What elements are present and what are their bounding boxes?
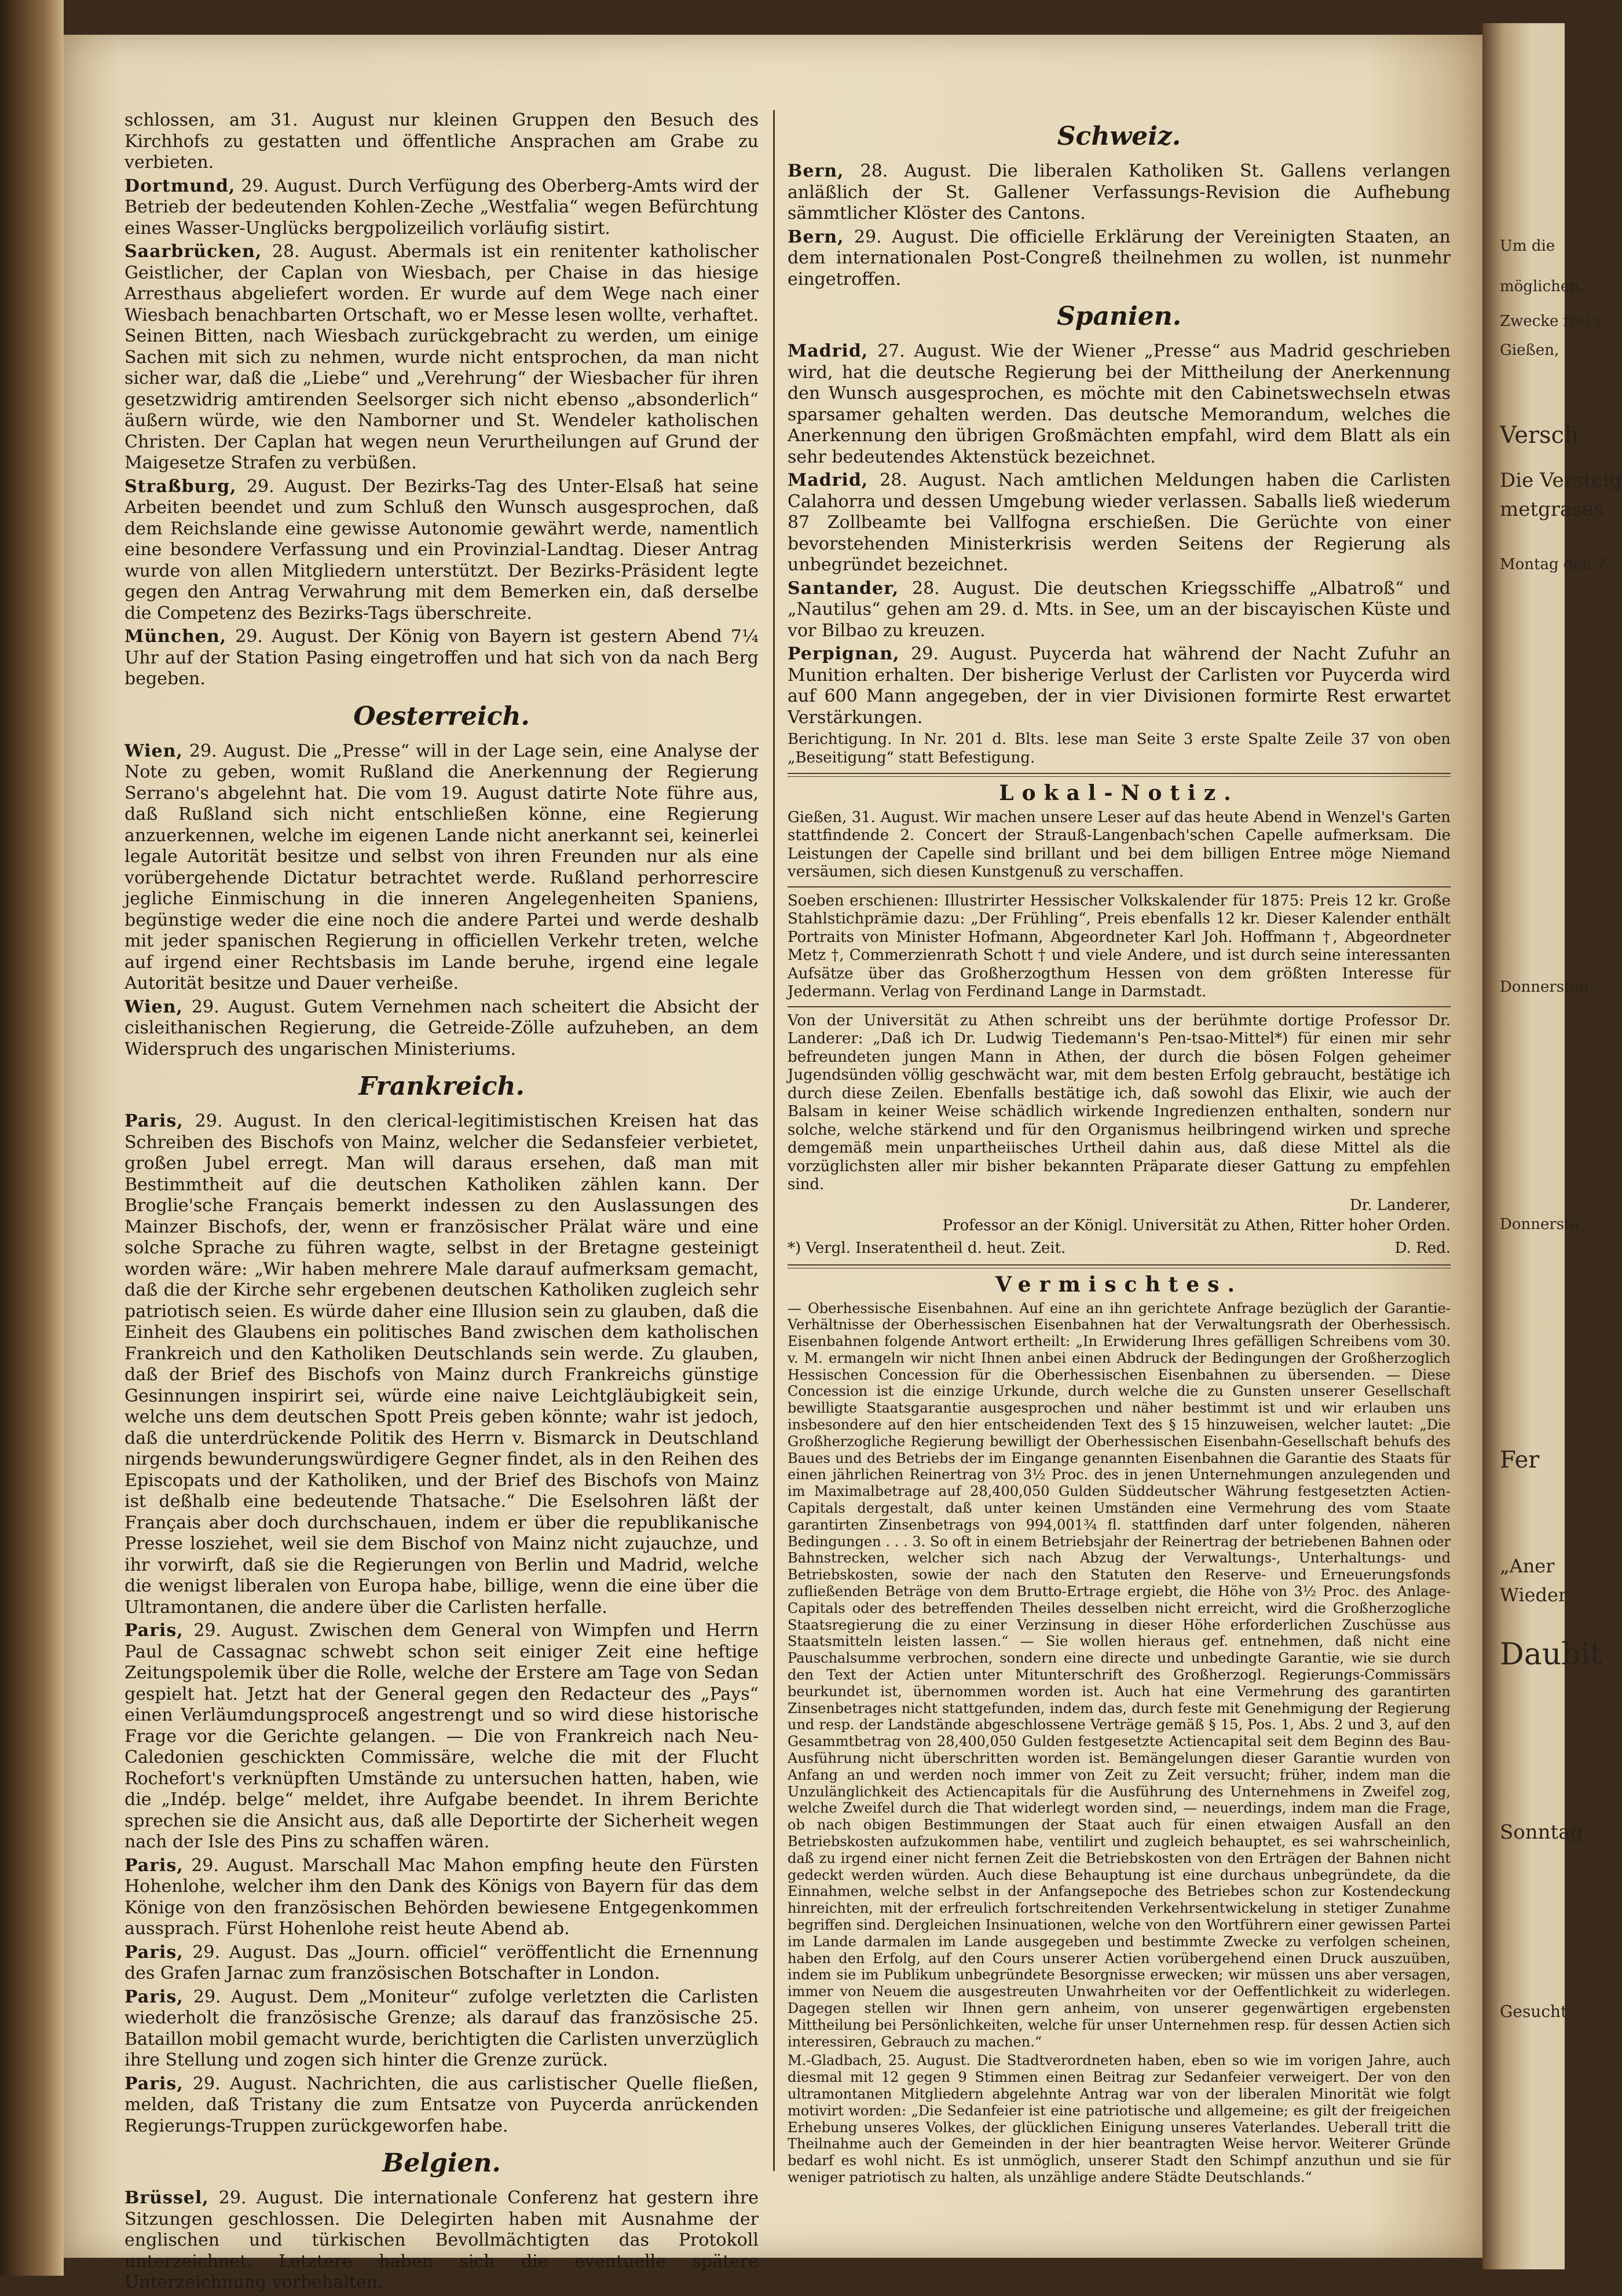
dateline: Paris, (125, 2073, 184, 2094)
dateline: Saarbrücken, (125, 241, 262, 262)
news-text: 29. August. Dem „Moniteur“ zufolge verletzten die Carlisten wiederholt die französische Grenze; als darauf das französische 25. Bataillon mobil gemacht wurde, berichtigten die Carlisten unverzüglich ihre Stellung und zogen sich hinter die Grenze zurück. (125, 1986, 759, 2070)
footnote-editor: D. Red. (1394, 1239, 1451, 1257)
dateline: Wien, (125, 740, 183, 761)
local-notice: Gießen, 31. August. Wir machen unsere Leser auf das heute Abend in Wenzel's Garten stattfindende 2. Concert der Strauß-Langenbach'schen Capelle aufmerksam. Die Leistungen der Capelle sind brillant und bei dem billigen Entree möge Niemand versäumen, sich diesen Kunstgenuß zu verschaffen. (788, 808, 1451, 881)
news-text: 29. August. Der König von Bayern ist gestern Abend 7¼ Uhr auf der Station Pasing eingetroffen und hat sich von da nach Berg begeben. (125, 626, 759, 689)
dateline: Perpignan, (788, 644, 900, 664)
testimonial-signature-title: Professor an der Königl. Universität zu Athen, Ritter hoher Orden. (942, 1217, 1451, 1234)
news-item-madrid (788, 470, 1451, 576)
news-text: 29. August. Durch Verfügung des Oberberg-Amts wird der Betrieb der bedeutenden Kohlen-Zeche „Westfalia“ wegen Befürchtung eines Wasser-Unglücks bergpolizeilich vorläufig sistirt. (125, 175, 759, 239)
section-heading-spanien: Spanien. (1056, 302, 1182, 331)
book-spine (0, 0, 64, 2276)
news-item-bern (788, 227, 1451, 291)
dateline: Brüssel, (125, 2188, 209, 2208)
rule (788, 773, 1451, 777)
edge-fragment: Versch (1500, 422, 1579, 449)
dateline: Paris, (125, 1986, 184, 2007)
news-item-paris (125, 1620, 759, 1853)
news-text: 27. August. Wie der Wiener „Presse“ aus Madrid geschrieben wird, hat die deutsche Regierung bei der Mittheilung der Anerkennung den Wunsch ausgesprochen, es möchte mit den Cabinetswechseln etwas sparsamer gehalten werden. Das deutsche Memorandum, welches die Anerkennung den übrigen Großmächten empfahl, wird dem Blatt als ein sehr bedeutendes Aktenstück bezeichnet. (788, 341, 1451, 467)
news-text: 29. August. Nachrichten, die aus carlistischer Quelle fließen, melden, daß Tristany die zum Entsatze von Puycerda anrückenden Regierungs-Truppen zurückgeworfen habe. (125, 2073, 759, 2136)
edge-fragment: Montag den 7. (1500, 556, 1611, 573)
news-text: 29. August. Die internationale Conferenz hat gestern ihre Sitzungen geschlossen. Die Delegirten haben mit Ausnahme der englischen und türkischen Bevollmächtigten das Protokoll unterzeichnet. Letztere haben sich die eventuelle spätere Unterzeichnung vorbehalten. (125, 2188, 759, 2293)
news-item-saarbruecken (125, 241, 759, 474)
news-text: 29. August. Die „Presse“ will in der Lage sein, eine Analyse der Note zu geben, womit Rußland die Anerkennung der Regierung Serrano's abgelehnt hat. Die vom 19. August datirte Note führe aus, daß Rußland sich nicht entschließen könne, eine Regierung anzuerkennen, welche im eigenen Lande nicht anerkannt sei, keinerlei legale Autorität besitze und selbst von ihren Freunden nur als eine vorübergehende Dictatur betrachtet werde. Rußland perhorrescire jegliche Einmischung in die inneren Angelegenheiten Spaniens, begünstige weder die eine noch die andere Partei und werde deshalb mit jeder spanischen Regierung in officiellen Verkehr treten, welche auf irgend einer Rechtsbasis im Lande beruhe, irgend eine legale Autorität besitze und Dauer verheiße. (125, 740, 759, 993)
news-item-paris (125, 1987, 759, 2071)
dateline: Wien, (125, 996, 183, 1017)
edge-fragment: Fer (1500, 1447, 1540, 1473)
section-heading-oesterreich: Oesterreich. (353, 701, 530, 731)
footnote (788, 1238, 1451, 1259)
dateline: Straßburg, (125, 476, 237, 497)
section-heading-vermischtes: Vermischtes. (995, 1272, 1243, 1297)
testimonial-signature: Dr. Landerer, (1349, 1196, 1451, 1214)
rule (788, 886, 1451, 887)
edge-fragment: Zwecke frei z (1500, 313, 1603, 330)
edge-fragment: Die Versteig (1500, 469, 1622, 492)
testimonial-text: Von der Universität zu Athen schreibt uns der berühmte dortige Professor Dr. Landerer: „Daß ich Dr. Ludwig Tiedemann's Pen-tsao-Mittel*) für einen mir sehr befreundeten jungen Mann in Athen, der durch die bösen Folgen geheimer Jugendsünden völlig geschwächt war, mit dem besten Erfolg gebraucht, bestätige ich durch diese Zeilen. Ebenfalls bestätige ich, daß sowohl das Elixir, wie auch der Balsam in keiner Weise schädlich wirkende Ingredienzen enthalten, sondern nur solche, welche stärkend und für den Organismus heilbringend wirken und spreche demgemäß mein unpartheiisches Urtheil dahin aus, daß diese Mittel als die vorzüglichsten aller mir bisher bekannten Präparate dieser Gattung zu empfehlen sind. (788, 1011, 1451, 1193)
edge-fragment: Donnerstag (1500, 978, 1589, 996)
news-item-strassburg (125, 476, 759, 625)
edge-fragment: Wieder (1500, 1584, 1568, 1606)
dateline: Madrid, (788, 341, 869, 361)
news-text: 29. August. Der Bezirks-Tag des Unter-Elsaß hat seine Arbeiten beendet und zum Schluß den Wunsch ausgesprochen, daß dem Reichslande eine gewisse Autonomie gewährt werde, namentlich eine besondere Verfassung und ein Provinzial-Landtag. Dieser Antrag wurde von allen Mitgliedern unterstützt. Der Bezirks-Präsident legte gegen den Antrag Verwahrung mit dem Bemerken ein, daß derselbe die Competenz des Bezirks-Tags überschreite. (125, 476, 759, 623)
edge-fragment: „Aner (1500, 1555, 1555, 1577)
news-text: 29. August. Marschall Mac Mahon empfing heute den Fürsten Hohenlohe, welcher ihm den Dank des Königs von Bayern für das dem Könige von den französischen Behörden bewiesene Entgegenkommen aussprach. Fürst Hohenlohe reist heute Abend ab. (125, 1855, 759, 1939)
edge-fragment: Gesucht (1500, 2002, 1568, 2021)
misc-item-gladbach: M.-Gladbach, 25. August. Die Stadtverordneten haben, eben so wie im vorigen Jahre, auch diesmal mit 12 gegen 9 Stimmen einen Beitrag zur Sedanfeier verweigert. Der von den ultramontanen Mitgliedern abgelehnte Antrag war von der liberalen Minorität wie folgt motivirt worden: „Die Sedanfeier ist eine patriotische und allgemeine; es gilt der freigeichen Erhebung unseres Volkes, der glücklichen Einigung unseres Vaterlandes. Ueberall tritt die Theilnahme auch der Gemeinden in der hier beantragten Weise hervor. Weiterer Gründe bedarf es wohl nicht. Es ist unmöglich, unserer Stadt den Schimpf anzuthun und sie für weniger patriotisch zu halten, als unzählige andere Städte Deutschlands.“ (788, 2052, 1451, 2185)
adjacent-page-edge (1482, 23, 1622, 2269)
news-text: 28. August. Abermals ist ein renitenter katholischer Geistlicher, der Caplan von Wiesbach, per Chaise in das hiesige Arresthaus abgeliefert worden. Er wurde auf dem Wege nach einer Wiesbach benachbarten Ortschaft, wo er Messe lesen wollte, verhaftet. Seinen Bitten, nach Wiesbach zurückgebracht zu werden, um einige Sachen mit sich zu nehmen, wurde nicht entsprochen, da man nicht sicher war, daß die „Liebe“ und „Verehrung“ der Wiesbacher für ihren gesetzwidrig amtirenden Seelsorger sich nicht ebenso „absonderlich“ äußern würde, wie den Namborner und St. Wendeler katholischen Christen. Der Caplan hat wegen neun Verurtheilungen auf Grund der Maigesetze Strafen zu verbüßen. (125, 241, 759, 473)
news-item-muenchen (125, 626, 759, 690)
text-paragraph: schlossen, am 31. August nur kleinen Gruppen den Besuch des Kirchhofs zu gestatten und öffentliche Ansprachen am Grabe zu verbieten. (125, 110, 759, 173)
dateline: Madrid, (788, 470, 869, 490)
left-column (125, 110, 759, 2296)
news-item-bern (788, 161, 1451, 225)
footnote-text: *) Vergl. Inseratentheil d. heut. Zeit. (788, 1239, 1066, 1257)
news-text: 28. August. Die deutschen Kriegsschiffe „Albatroß“ und „Nautilus“ gehen am 29. d. Mts. in See, um an der biscayischen Küste und vor Bilbao zu kreuzen. (788, 578, 1451, 641)
section-heading-schweiz: Schweiz. (1057, 122, 1181, 151)
dateline: Paris, (125, 1111, 184, 1131)
right-column (788, 110, 1451, 2188)
edge-fragment: Gießen, (1500, 342, 1559, 359)
dateline: Bern, (788, 226, 844, 247)
correction-note: Berichtigung. In Nr. 201 d. Blts. lese man Seite 3 erste Spalte Zeile 37 von oben „Beseitigung“ statt Befestigung. (788, 731, 1451, 766)
news-item-wien (125, 997, 759, 1061)
news-item-paris (125, 1942, 759, 1985)
edge-fragment: metgrases (1500, 498, 1604, 521)
rule (788, 1264, 1451, 1268)
news-text: 29. August. Das „Journ. officiel“ veröffentlicht die Ernennung des Grafen Jarnac zum französischen Botschafter in London. (125, 1942, 759, 1983)
section-heading-lokal-notiz: Lokal-Notiz. (999, 781, 1239, 805)
news-item-paris (125, 2074, 759, 2137)
news-text: 29. August. Die officielle Erklärung der Vereinigten Staaten, an dem internationalen Post-Congreß theilnehmen zu wollen, ist nunmehr eingetroffen. (788, 226, 1451, 289)
edge-fragment: Um die (1500, 237, 1555, 255)
news-item-perpignan (788, 644, 1451, 728)
dateline: Paris, (125, 1855, 184, 1876)
section-heading-frankreich: Frankreich. (358, 1072, 525, 1101)
column-divider (773, 110, 775, 2171)
news-item-paris (125, 1855, 759, 1940)
news-text: 28. August. Die liberalen Katholiken St. Gallens verlangen anläßlich der St. Gallener Verfassungs-Revision die Aufhebung sämmtlicher Klöster des Cantons. (788, 161, 1451, 223)
news-item-paris (125, 1111, 759, 1618)
news-item-madrid (788, 341, 1451, 468)
news-item-bruessel (125, 2188, 759, 2294)
dateline: Dortmund, (125, 175, 236, 196)
dateline: München, (125, 626, 227, 647)
section-heading-belgien: Belgien. (382, 2148, 501, 2178)
news-text: 29. August. Gutem Vernehmen nach scheitert die Absicht der cisleithanischen Regierung, die Getreide-Zölle aufzuheben, an dem Widerspruch des ungarischen Ministeriums. (125, 996, 759, 1059)
dateline: Paris, (125, 1942, 184, 1963)
calendar-advertisement: Soeben erschienen: Illustrirter Hessischer Volkskalender für 1875: Preis 12 kr. Große Stahlstichprämie dazu: „Der Frühling“, Preis ebenfalls 12 kr. Dieser Kalender enthält Portraits von Minister Hofmann, Abgeordneter Karl Joh. Hoffmann †, Abgeordneter Metz †, Commerzienrath Schott † und viele Andere, und ist durch seine interessanten Aufsätze über das Großherzogthum Hessen von dem größten Interesse für Jedermann. Verlag von Ferdinand Lange in Darmstadt. (788, 892, 1451, 1000)
edge-fragment: möglichen, (1500, 278, 1584, 295)
news-text: 29. August. Zwischen dem General von Wimpfen und Herrn Paul de Cassagnac schwebt schon seit einiger Zeit eine heftige Zeitungspolemik über die Rolle, welche der Erstere am Tage von Sedan gespielt hat. Jetzt hat der General gegen den Redacteur des „Pays“ einen Verläumdungsproceß angestrengt und so wird diese historische Frage vor die Gerichte gelangen. — Die von Frankreich nach Neu-Caledonien geschickten Commissäre, welche die mit der Flucht Rochefort's verknüpften Umstände zu untersuchen hatten, haben, wie die „Indép. belge“ meldet, ihre Aufgabe beendet. In ihrem Berichte sprechen sie die Ansicht aus, daß alle Deportirte der Sicherheit wegen nach der Isle des Pins zu schaffen wären. (125, 1620, 759, 1852)
news-text: 29. August. Puycerda hat während der Nacht Zufuhr an Munition erhalten. Der bisherige Verlust der Carlisten vor Puycerda wird auf 600 Mann angegeben, der in vier Divisionen formirte Rest erwartet Verstärkungen. (788, 644, 1451, 728)
rule (788, 1006, 1451, 1007)
news-item-santander (788, 578, 1451, 642)
dateline: Santander, (788, 578, 899, 599)
edge-fragment: Sonntag (1500, 1821, 1583, 1844)
news-item-dortmund (125, 176, 759, 240)
misc-item-eisenbahnen: — Oberhessische Eisenbahnen. Auf eine an ihn gerichtete Anfrage bezüglich der Garantie-Verhältnisse der Oberhessischen Eisenbahnen hat der Verwaltungsrath der Oberhessisch. Eisenbahnen folgende Antwort ertheilt: „In Erwiderung Ihres gefälligen Schreibens vom 30. v. M. ermangeln wir nicht Ihnen anbei einen Abdruck der Bedingungen der Großherzoglich Hessischen Concession für die Oberhessischen Eisenbahnen zu übersenden. — Diese Concession ist die einzige Urkunde, durch welche die zu Gunsten unserer Gesellschaft bewilligte Staatsgarantie ausgesprochen und näher bestimmt ist und wir erlauben uns insbesondere auf den hier entscheidenden Text des § 15 hinzuweisen, welcher lautet: „Die Großherzogliche Regierung bewilligt der Oberhessischen Eisenbahn-Gesellschaft behufs des Baues und des Betriebs der im Eingange genannten Eisenbahnen die Garantie des Staats für einen jährlichen Reinertrag von 3½ Proc. des in jenen Unternehmungen anzulegenden und im Maximalbetrage auf 28,400,050 Gulden Süddeutscher Währung festgesetzten Actien-Capitals dergestalt, daß unter keinen Umständen eine Vermehrung des vom Staate garantirten Zinsenbetrags von 994,001¾ fl. stattfinden darf unter folgenden, näheren Bedingungen . . . 3. So oft in einem Betriebsjahr der Reinertrag der betriebenen Bahnen oder Bahnstrecken, welcher sich nach Abzug der Verwaltungs-, Unterhaltungs- und Betriebskosten, sowie der nach den Statuten den Reserve- und Erneuerungsfonds zufließenden Beträge von dem Brutto-Ertrage ergiebt, die Höhe von 3½ Proc. des Anlage-Capitals oder des betreffenden Theiles desselben nicht erreicht, wird die Großherzogliche Staatsregierung die zu einer Verzinsung in dieser Höhe erforderlichen Zuschüsse aus Staatsmitteln leisten lassen.“ — Sie wollen hieraus gef. entnehmen, daß nicht eine Pauschalsumme verbrochen, sondern eine directe und unbedingte Garantie, wie sie durch den Text der Actien unter Mitunterschrift des Großherzogl. Regierungs-Commissärs beurkundet ist, übernommen worden ist. Auch hat eine Vermehrung des garantirten Zinsenbetrages nicht stattgefunden, indem das, durch feste mit Genehmigung der Regierung und resp. der Landstände abgeschlossene Verträge gemäß § 15, Pos. 1, Abs. 2 und 3, auf den Gesammtbetrag von 28,400,050 Gulden festgesetzte Actiencapital seit dem Beginn des Bau-Ausführung nicht überschritten worden ist. Bemängelungen dieser Garantie wurden von Anfang an und werden noch immer von Zeit zu Zeit versucht; früher, indem man die Unzulänglichkeit des Actiencapitals für die Ausführung des Unternehmens in Zweifel zog, welche Zweifel durch die That widerlegt worden sind, — neuerdings, indem man die Frage, ob nach obigen Bestimmungen der Staat auch für einen etwaigen Ausfall an den Betriebskosten aufzukommen habe, ventilirt und zugleich behauptet, es sei wahrscheinlich, daß zu irgend einer nicht fernen Zeit die Betriebskosten von den Erträgen der Bahnen nicht gedeckt werden würden. Auch diese Behauptung ist eine durchaus unbegründete, da die Einnahmen, welche selbst in der Anfangsepoche des Betriebes schon zur Kostendeckung hinreichten, mit der erfreulich fortschreitenden Verkehrsentwickelung in stetiger Zunahme begriffen sind. Dergleichen Insinuationen, welche von den Wortführern einer gewissen Partei im Lande darmalen im Lande ausgegeben und bestimmte Zwecke zu verfolgen scheinen, haben den Erfolg, auf den Cours unserer Actien vorübergehend einen Druck auszuüben, indem sie im Publikum unbegründete Besorgnisse erwecken; wir müssen uns aber versagen, immer von Neuem die ausgestreuten Unwahrheiten vor der Oeffentlichkeit zu widerlegen. Dagegen stellen wir Ihnen gern anheim, von unserer gegenwärtigen ergebensten Mittheilung bei Persönlichkeiten, welche für unser Unternehmen resp. für dessen Actien sich interessiren, Gebrauch zu machen.“ (788, 1300, 1451, 2050)
dateline: Paris, (125, 1620, 184, 1641)
news-text: 29. August. In den clerical-legitimistischen Kreisen hat das Schreiben des Bischofs von Mainz, welcher die Sedansfeier verbietet, großen Jubel erregt. Man will daraus ersehen, daß man mit Bestimmtheit auf die deutschen Katholiken zählen kann. Der Broglie'sche Français bemerkt indessen zu den Auslassungen des Mainzer Bischofs, der, wenn er französischer Prälat wäre und eine solche Sprache zu führen wagte, selbst in der Bretagne gesteinigt worden wäre: „Wir haben mehrere Male darauf aufmerksam gemacht, daß die der Kirche sehr ergebenen deutschen Katholiken zugleich sehr patriotisch seien. Es würde daher eine Illusion sein zu glauben, daß die Einheit des Glaubens ein politisches Band zwischen dem katholischen Frankreich und den Katholiken Deutschlands sein werde. Zu glauben, daß der Brief des Bischofs von Mainz durch Frankreichs günstige Gesinnungen inspirirt sei, würde eine naive Leichtgläubigkeit sein, welche uns dem deutschen Spott Preis geben könnte; wahr ist jedoch, daß die unterdrückende Politik des Herrn v. Bismarck in Deutschland nirgends bewunderungswürdigere Gegner findet, als in den Reihen des Episcopats und der Katholiken, und der Brief des Bischofs von Mainz ist deßhalb eine bedeutende Thatsache.“ Die Eselsohren läßt der Français aber doch durchschauen, indem er über die republikanische Presse losziehet, weil sie dem Bischof von Mainz nicht zujauchze, und ihr vorwirft, daß sie die Regierungen von Berlin und Madrid, welche die wenigst liberalen von Europa habe, billige, wenn die eine über die Ultramontanen, die andere über die Carlisten herfalle. (125, 1111, 759, 1618)
dateline: Bern, (788, 161, 844, 181)
news-text: 28. August. Nach amtlichen Meldungen haben die Carlisten Calahorra und dessen Umgebung wieder verlassen. Saballs ließ wiederum 87 Zollbeamte bei Vallfogna erschießen. Die Gerüchte von einer bevorstehenden Ministerkrisis werden Seitens der Regierung als unbegründet bezeichnet. (788, 470, 1451, 575)
news-item-wien (125, 741, 759, 995)
edge-fragment: Daubit (1500, 1637, 1602, 1672)
edge-fragment: Donnersta (1500, 1216, 1580, 1233)
